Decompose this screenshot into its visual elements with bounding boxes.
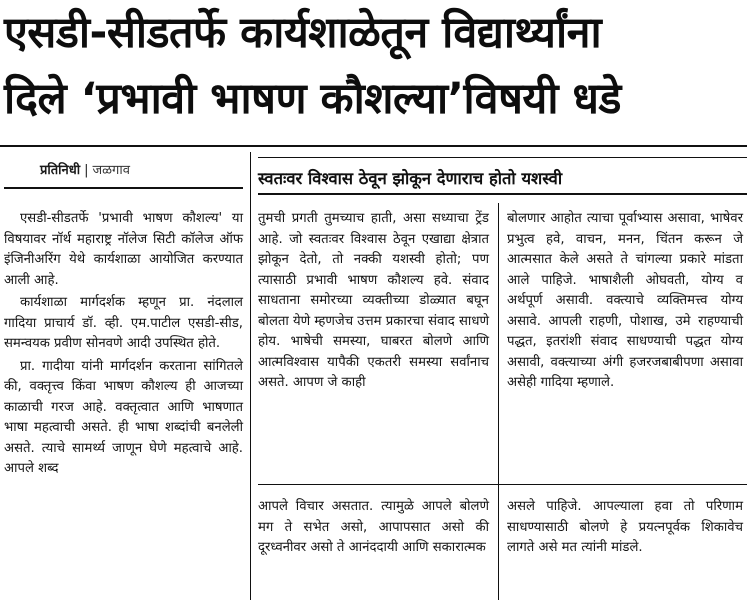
headline-line-2: दिले ‘प्रभावी भाषण कौशल्या’विषयी धडे	[4, 74, 621, 124]
column-divider-left	[250, 152, 251, 600]
subheading-bottom-rule	[258, 193, 747, 195]
headline	[4, 0, 744, 132]
article-column-2-top	[258, 209, 489, 394]
subheading: स्वतःवर विश्वास ठेवून झोकून देणाराच होतो यशस्वी	[258, 169, 563, 188]
headline-line-1: एसडी-सीडतर्फे कार्यशाळेतून विद्यार्थ्यांना	[4, 8, 602, 58]
paragraph: एसडी-सीडतर्फे 'प्रभावी भाषण कौशल्य' या विषयावर नॉर्थ महाराष्ट्र नॉलेज सिटी कॉलेज ऑफ इंजिनीअरिंग येथे कार्यशाळा आयोजित करण्यात आली आहे.	[4, 211, 243, 288]
headline-bottom-rule	[0, 145, 747, 147]
paragraph: असले पाहिजे. आपल्याला हवा तो परिणाम साधण्यासाठी बोलणे हे प्रयत्नपूर्वक शिकावेच लागते असे मत त्यांनी मांडले.	[507, 499, 743, 555]
byline-place: जळगाव	[92, 163, 130, 178]
article-column-2-bottom	[258, 497, 489, 559]
byline-separator: |	[84, 163, 89, 178]
byline	[40, 160, 130, 178]
paragraph: बोलणार आहोत त्याचा पूर्वाभ्यास असावा, भाषेवर प्रभुत्व हवे, वाचन, मनन, चिंतन करून जे आत्मसात केले असते ते चांगल्या प्रकारे मांडता आले पाहिजे. भाषाशैली ओघवती, योग्य व अर्थपूर्ण असावी. वक्त्याचे व्यक्तिमत्त्व योग्य असावे. आपली राहणी, पोशाख, उमे राहण्याची पद्धत, इतरांशी संवाद साधण्याची पद्धत योग्य असावी, वक्त्याच्या अंगी हजरजबाबीपणा असावा असेही गादिया म्हणाले.	[507, 211, 743, 390]
byline-reporter: प्रतिनिधी	[40, 163, 81, 178]
section-separator-rule	[258, 484, 747, 485]
paragraph: प्रा. गादीया यांनी मार्गदर्शन करताना सांगितले की, वक्तृत्त्व किंवा भाषण कौशल्य ही आजच्या काळाची गरज आहे. वक्तृत्वात आणि भाषणात भाषा महत्वाची असते. ही भाषा शब्दांची बनलेली असते. त्याचे सामर्थ्य जाणून घेणे महत्वाचे आहे. आपले शब्द	[4, 358, 243, 476]
column-divider-right	[498, 203, 499, 600]
article-column-3-bottom	[507, 497, 743, 559]
paragraph: तुमची प्रगती तुमच्याच हाती, असा सध्याचा ट्रेंड आहे. जो स्वतःवर विश्वास ठेवून एखाद्या क्षेत्रात झोकून देतो, तो नक्की यशस्वी होतो; पण त्यासाठी प्रभावी भाषण कौशल्य हवे. संवाद साधताना समोरच्या व्यक्तीच्या डोळ्यात बघून बोलता येणे म्हणजेच उत्तम प्रकारचा संवाद साधणे होय. भाषेची समस्या, घाबरत बोलणे आणि आत्मविश्वास यापैकी एकतरी समस्या सर्वांनाच असते. आपण जे काही	[258, 211, 489, 390]
byline-rule	[4, 187, 243, 189]
paragraph: कार्यशाळा मार्गदर्शक म्हणून प्रा. नंदलाल गादिया प्राचार्य डॉ. व्ही. एम.पाटील एसडी-सीड, समन्वयक प्रवीण सोनवणे आदी उपस्थित होते.	[4, 295, 243, 351]
article-column-3-top	[507, 209, 743, 394]
paragraph: आपले विचार असतात. त्यामुळे आपले बोलणे मग ते सभेत असो, आपापसात असो की दूरध्वनीवर असो ते आनंददायी आणि सकारात्मक	[258, 499, 489, 555]
article-column-1	[4, 209, 243, 480]
subheading-top-rule	[258, 157, 747, 158]
